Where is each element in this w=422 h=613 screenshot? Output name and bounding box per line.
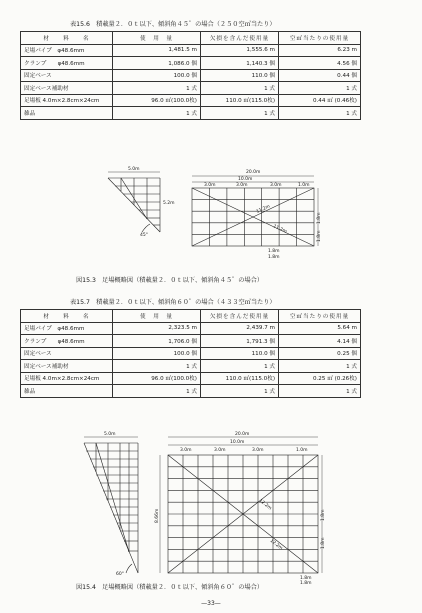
- fig1-bottom-b: 1.8m: [268, 255, 280, 260]
- cell: クランプ φ48.6mm: [21, 335, 113, 348]
- fig2-span-c: 3.0m: [252, 448, 264, 453]
- table-row: [21, 69, 361, 82]
- cell: 100.0 個: [113, 347, 201, 360]
- cell: 0.44 個: [279, 69, 361, 82]
- cell: 足場板 4.0m×2.8cm×24cm: [21, 372, 113, 385]
- fig1-diag-a: 11.2m: [255, 204, 271, 215]
- page-number: —33—: [201, 600, 221, 607]
- cell: 1 式: [113, 82, 201, 95]
- cell: 1,086.0 個: [113, 57, 201, 70]
- fig1-span-a: 3.0m: [204, 183, 216, 188]
- scaffold-diagram-45: [0, 160, 422, 280]
- cell: 0.25 ㎡ (0.26枚): [279, 372, 361, 385]
- table-row: [21, 322, 361, 335]
- table-row: [21, 107, 361, 120]
- fig2-total-width: 20.0m: [235, 432, 250, 437]
- fig2-half-width: 10.0m: [230, 440, 245, 445]
- fig1-span-d: 1.0m: [298, 183, 310, 188]
- cell: 1 式: [279, 107, 361, 120]
- table2-caption: 表15.7 積載量２．０ｔ以下、傾斜角６０゜の場合（４３３空㎥当たり）: [70, 299, 276, 306]
- header-material: 材 料 名: [21, 310, 113, 323]
- cell: 1 式: [201, 360, 279, 373]
- fig2-span-d: 1.0m: [296, 448, 308, 453]
- header-usage-with-loss: 欠損を含んだ使用量: [201, 32, 279, 45]
- header-usage-per-m3: 空㎥当たりの使用量: [279, 310, 361, 323]
- cell: 固定ベース: [21, 69, 113, 82]
- fig1-total-width: 20.0m: [246, 170, 261, 175]
- table-row: [21, 94, 361, 107]
- cell: 1 式: [279, 360, 361, 373]
- front-view-60: [160, 437, 322, 573]
- cell: 96.0 ㎡(100.0枚): [113, 372, 201, 385]
- table-row: [21, 44, 361, 57]
- fig2-side-height: 8.66m: [155, 508, 160, 523]
- cell: 固定ベース補助材: [21, 82, 113, 95]
- fig2-bottom-a: 1.8m: [300, 576, 312, 581]
- cell: 1 式: [113, 107, 201, 120]
- table-row: [21, 385, 361, 398]
- cell: 110.0 ㎡(115.0枚): [201, 94, 279, 107]
- cell: 1,140.3 個: [201, 57, 279, 70]
- cell: 4.14 個: [279, 335, 361, 348]
- table-row: [21, 347, 361, 360]
- cell: 110.0 個: [201, 347, 279, 360]
- cell: クランプ φ48.6mm: [21, 57, 113, 70]
- cell: 足場パイプ φ48.6mm: [21, 44, 113, 57]
- table-row: [21, 335, 361, 348]
- side-view-45: [108, 172, 160, 232]
- cell: 1 式: [279, 82, 361, 95]
- fig1-caption: 図15.3 足場概略図（積載量２．０ｔ以下、傾斜角４５゜の場合）: [76, 277, 264, 284]
- cell: 1 式: [279, 385, 361, 398]
- fig1-side-width: 5.0m: [128, 167, 140, 172]
- header-usage-per-m3: 空㎥当たりの使用量: [279, 32, 361, 45]
- cell: 雑品: [21, 107, 113, 120]
- fig2-bottom-b: 1.8m: [300, 581, 312, 586]
- cell: 1 式: [201, 385, 279, 398]
- fig1-half-width: 10.0m: [238, 177, 253, 182]
- table-row: [21, 82, 361, 95]
- cell: 2,323.5 m: [113, 322, 201, 335]
- fig1-span-b: 3.0m: [236, 183, 248, 188]
- fig2-side-width: 5.0m: [104, 432, 116, 437]
- cell: 1 式: [201, 82, 279, 95]
- fig2-diag-b: 12.2m: [268, 538, 284, 552]
- fig2-span-a: 3.0m: [180, 448, 192, 453]
- cell: 雑品: [21, 385, 113, 398]
- table1-header-row: [21, 32, 361, 45]
- cell: 0.44 ㎡ (0.46枚): [279, 94, 361, 107]
- fig2-caption: 図15.4 足場概略図（積載量２．０ｔ以下、傾斜角６０゜の場合）: [76, 584, 264, 591]
- fig2-right-b: 1.8m: [321, 537, 326, 549]
- fig2-span-b: 3.0m: [214, 448, 226, 453]
- fig1-angle: 45°: [140, 233, 148, 238]
- cell: 5.64 m: [279, 322, 361, 335]
- fig1-span-c: 3.0m: [270, 183, 282, 188]
- table1: [20, 31, 361, 120]
- cell: 96.0 ㎡(100.0枚): [113, 94, 201, 107]
- table-row: [21, 360, 361, 373]
- cell: 100.0 個: [113, 69, 201, 82]
- table2-header-row: [21, 310, 361, 323]
- header-material: 材 料 名: [21, 32, 113, 45]
- header-usage-with-loss: 欠損を含んだ使用量: [201, 310, 279, 323]
- fig2-right-a: 1.8m: [321, 509, 326, 521]
- cell: 0.25 個: [279, 347, 361, 360]
- cell: 6.23 m: [279, 44, 361, 57]
- cell: 1,555.6 m: [201, 44, 279, 57]
- cell: 足場板 4.0m×2.8cm×24cm: [21, 94, 113, 107]
- fig1-right-b: 1.8m: [317, 230, 322, 242]
- cell: 4.56 個: [279, 57, 361, 70]
- fig1-side-height: 5.2m: [163, 201, 175, 206]
- scaffold-diagram-60: [0, 425, 422, 585]
- side-view-60: [84, 437, 138, 573]
- cell: 2,439.7 m: [201, 322, 279, 335]
- cell: 110.0 ㎡(115.0枚): [201, 372, 279, 385]
- cell: 1,791.3 個: [201, 335, 279, 348]
- cell: 1,706.0 個: [113, 335, 201, 348]
- fig1-right-a: 1.8m: [317, 212, 322, 224]
- cell: 足場パイプ φ48.6mm: [21, 322, 113, 335]
- table1-caption: 表15.6 積載量２．０ｔ以下、傾斜角４５゜の場合（２５０空㎥当たり）: [70, 21, 276, 28]
- header-usage: 使 用 量: [113, 32, 201, 45]
- cell: 1 式: [201, 107, 279, 120]
- fig1-bottom-a: 1.8m: [268, 249, 280, 254]
- cell: 1,481.5 m: [113, 44, 201, 57]
- cell: 1 式: [113, 385, 201, 398]
- table2: [20, 309, 361, 398]
- table-row: [21, 57, 361, 70]
- fig1-diag-b: 11.2m: [272, 224, 288, 235]
- table-row: [21, 372, 361, 385]
- cell: 固定ベース: [21, 347, 113, 360]
- fig2-angle: 60°: [116, 572, 124, 577]
- header-usage: 使 用 量: [113, 310, 201, 323]
- cell: 固定ベース補助材: [21, 360, 113, 373]
- cell: 110.0 個: [201, 69, 279, 82]
- fig2-diag-a: 12.2m: [257, 498, 273, 512]
- cell: 1 式: [113, 360, 201, 373]
